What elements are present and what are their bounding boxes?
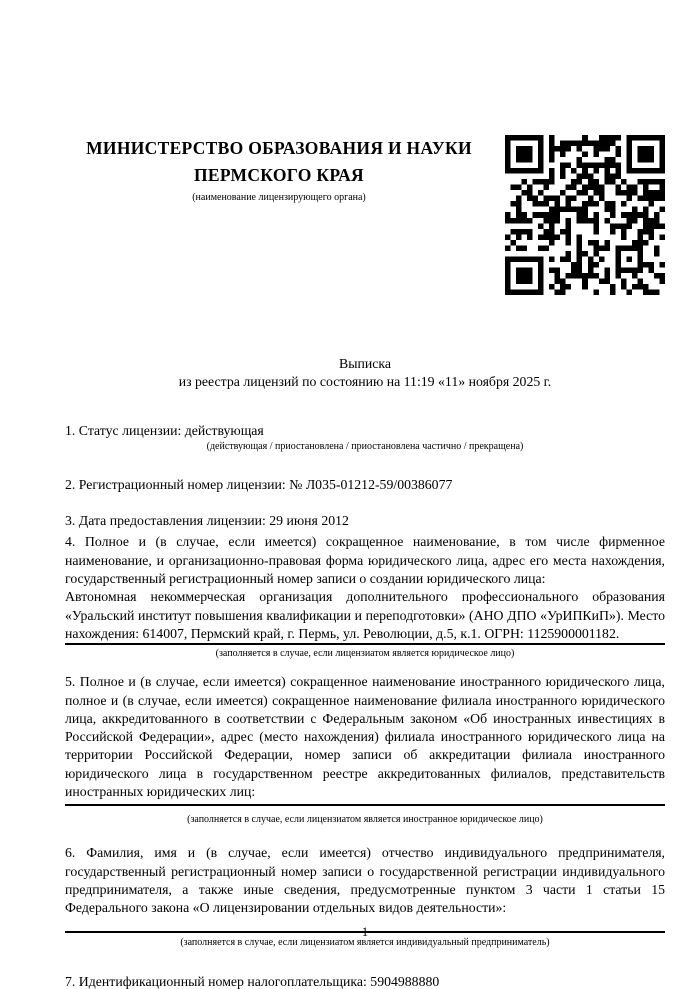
ministry-caption: (наименование лицензирующего органа)	[192, 192, 366, 203]
ministry-name-line2: ПЕРМСКОГО КРАЯ	[194, 165, 364, 185]
fill-in-rule-legal-entity	[65, 643, 665, 645]
item-taxpayer-number: 7. Идентификационный номер налогоплательщика: 5904988880	[65, 973, 440, 989]
item-license-grant-date: 3. Дата предоставления лицензии: 29 июня 2012	[65, 513, 349, 529]
item-license-status-caption: (действующая / приостановлена / приостановлена частично / прекращена)	[206, 440, 524, 452]
item-registration-number: 2. Регистрационный номер лицензии: № Л035-01212-59/00386077	[65, 476, 453, 492]
document-header	[65, 135, 665, 292]
item-license-status: 1. Статус лицензии: действующая	[65, 422, 264, 438]
document-title	[65, 355, 665, 392]
item-foreign-entity-question: 5. Полное и (в случае, если имеется) сокращенное наименование иностранного юридического лица, полное и (в случае, если имеется) сокращенное наименование филиала иностранного юридического лица, аккредитованного в соответствии с Федеральным законом «Об иностранных инвестициях в Российской Федерации», адрес (место нахождения) филиала иностранного юридического лица на территории Российской Федерации, номер записи об аккредитации филиала иностранного юридического лица в государственном реестре аккредитованных филиалов, представительств иностранных юридических лиц:	[65, 674, 665, 800]
page-number: 1	[361, 925, 369, 939]
item-foreign-entity-caption: (заполняется в случае, если лицензиатом является иностранное юридическое лицо)	[187, 814, 543, 826]
qr-code-icon	[505, 135, 665, 295]
item-entrepreneur-question: 6. Фамилия, имя и (в случае, если имеется) отчество индивидуального предпринимателя, государственный регистрационный номер записи о государственной регистрации индивидуального предпринимателя, а также иные сведения, предусмотренные пунктом 3 части 1 статьи 15 Федерального закона «О лицензировании отдельных видов деятельности»:	[65, 845, 665, 916]
item-legal-entity-caption: (заполняется в случае, если лицензиатом является юридическое лицо)	[215, 648, 515, 660]
ministry-name-line1: МИНИСТЕРСТВО ОБРАЗОВАНИЯ И НАУКИ	[86, 138, 472, 158]
item-legal-entity-question: 4. Полное и (в случае, если имеется) сокращенное наименование, в том числе фирменное наименование, и организационно-правовая форма юридического лица, адрес его места нахождения, государственный регистрационный номер записи о создании юридического лица:	[65, 534, 665, 587]
title-line2: из реестра лицензий по состоянию на 11:19 «11» ноября 2025 г.	[178, 374, 552, 390]
fill-in-rule-foreign-entity	[65, 804, 665, 806]
licensing-authority-block	[65, 135, 493, 205]
title-line1: Выписка	[339, 356, 391, 371]
item-legal-entity-answer: Автономная некоммерческая организация дополнительного профессионального образования «Уральский институт повышения квалификации и переподготовки» (АНО ДПО «УрИПКиП»). Место нахождения: 614007, Пермский край, г. Пермь, ул. Революции, д.5, к.1. ОГРН: 1125900001182.	[65, 589, 665, 641]
item-entrepreneur-caption: (заполняется в случае, если лицензиатом является индивидуальный предприниматель)	[180, 936, 550, 948]
